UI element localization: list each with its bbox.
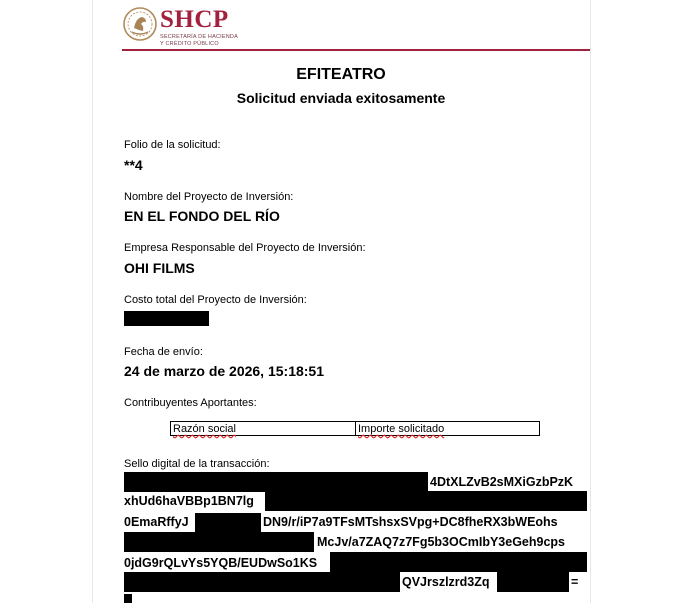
folio-value: **4 (124, 157, 143, 173)
cost-label: Costo total del Proyecto de Inversión: (124, 294, 307, 306)
seal-line-3a: 0EmaRffyJ (124, 515, 189, 529)
shcp-logo (122, 6, 242, 46)
document-title: EFITEATRO (296, 66, 386, 83)
contributors-label: Contribuyentes Aportantes: (124, 397, 257, 409)
seal-redaction (124, 472, 428, 492)
contributors-table-header (170, 421, 540, 436)
header-divider (122, 49, 590, 51)
company-label: Empresa Responsable del Proyecto de Inversión: (124, 242, 366, 254)
seal-line-6b: = (571, 575, 579, 589)
project-value: EN EL FONDO DEL RÍO (124, 208, 280, 224)
brand-subtitle: SECRETARÍA DE HACIENDA Y CRÉDITO PÚBLICO (160, 34, 238, 47)
coat-of-arms-icon (122, 6, 158, 42)
column-header-importe: Importe solicitado (358, 423, 445, 435)
date-value: 24 de marzo de 2026, 15:18:51 (124, 363, 325, 379)
folio-label: Folio de la solicitud: (124, 139, 221, 151)
seal-line-6a: QVJrszlzrd3Zq (402, 575, 490, 589)
seal-line-3b: DN9/r/iP7a9TFsMTshsxSVpg+DC8fheRX3bWEohs (263, 515, 558, 529)
seal-redaction (124, 572, 400, 592)
seal-line-4: McJv/a7ZAQ7z7Fg5b3OCmIbY3eGeh9cps (317, 535, 566, 549)
seal-redaction (265, 491, 587, 511)
column-header-razon-social: Razón social (173, 423, 236, 435)
seal-line-2: xhUd6haVBBp1BN7lg (124, 494, 254, 508)
seal-redaction (195, 513, 261, 533)
page-right-edge (590, 0, 591, 603)
seal-line-1: 4DtXLZvB2sMXiGzbPzK (430, 475, 574, 489)
brand-name: SHCP (160, 6, 229, 33)
document-subtitle: Solicitud enviada exitosamente (236, 90, 446, 106)
seal-line-5: 0jdG9rQLvYs5YQB/EUDwSo1KS (124, 556, 318, 570)
seal-label: Sello digital de la transacción: (124, 458, 270, 470)
seal-redaction (497, 572, 569, 592)
seal-redaction (330, 552, 587, 572)
seal-redaction (124, 594, 132, 603)
cost-redaction (124, 311, 209, 326)
seal-redaction (124, 532, 314, 552)
project-label: Nombre del Proyecto de Inversión: (124, 191, 294, 203)
table-cell-razon (171, 422, 356, 435)
company-value: OHI FILMS (124, 260, 195, 276)
date-label: Fecha de envío: (124, 346, 203, 358)
